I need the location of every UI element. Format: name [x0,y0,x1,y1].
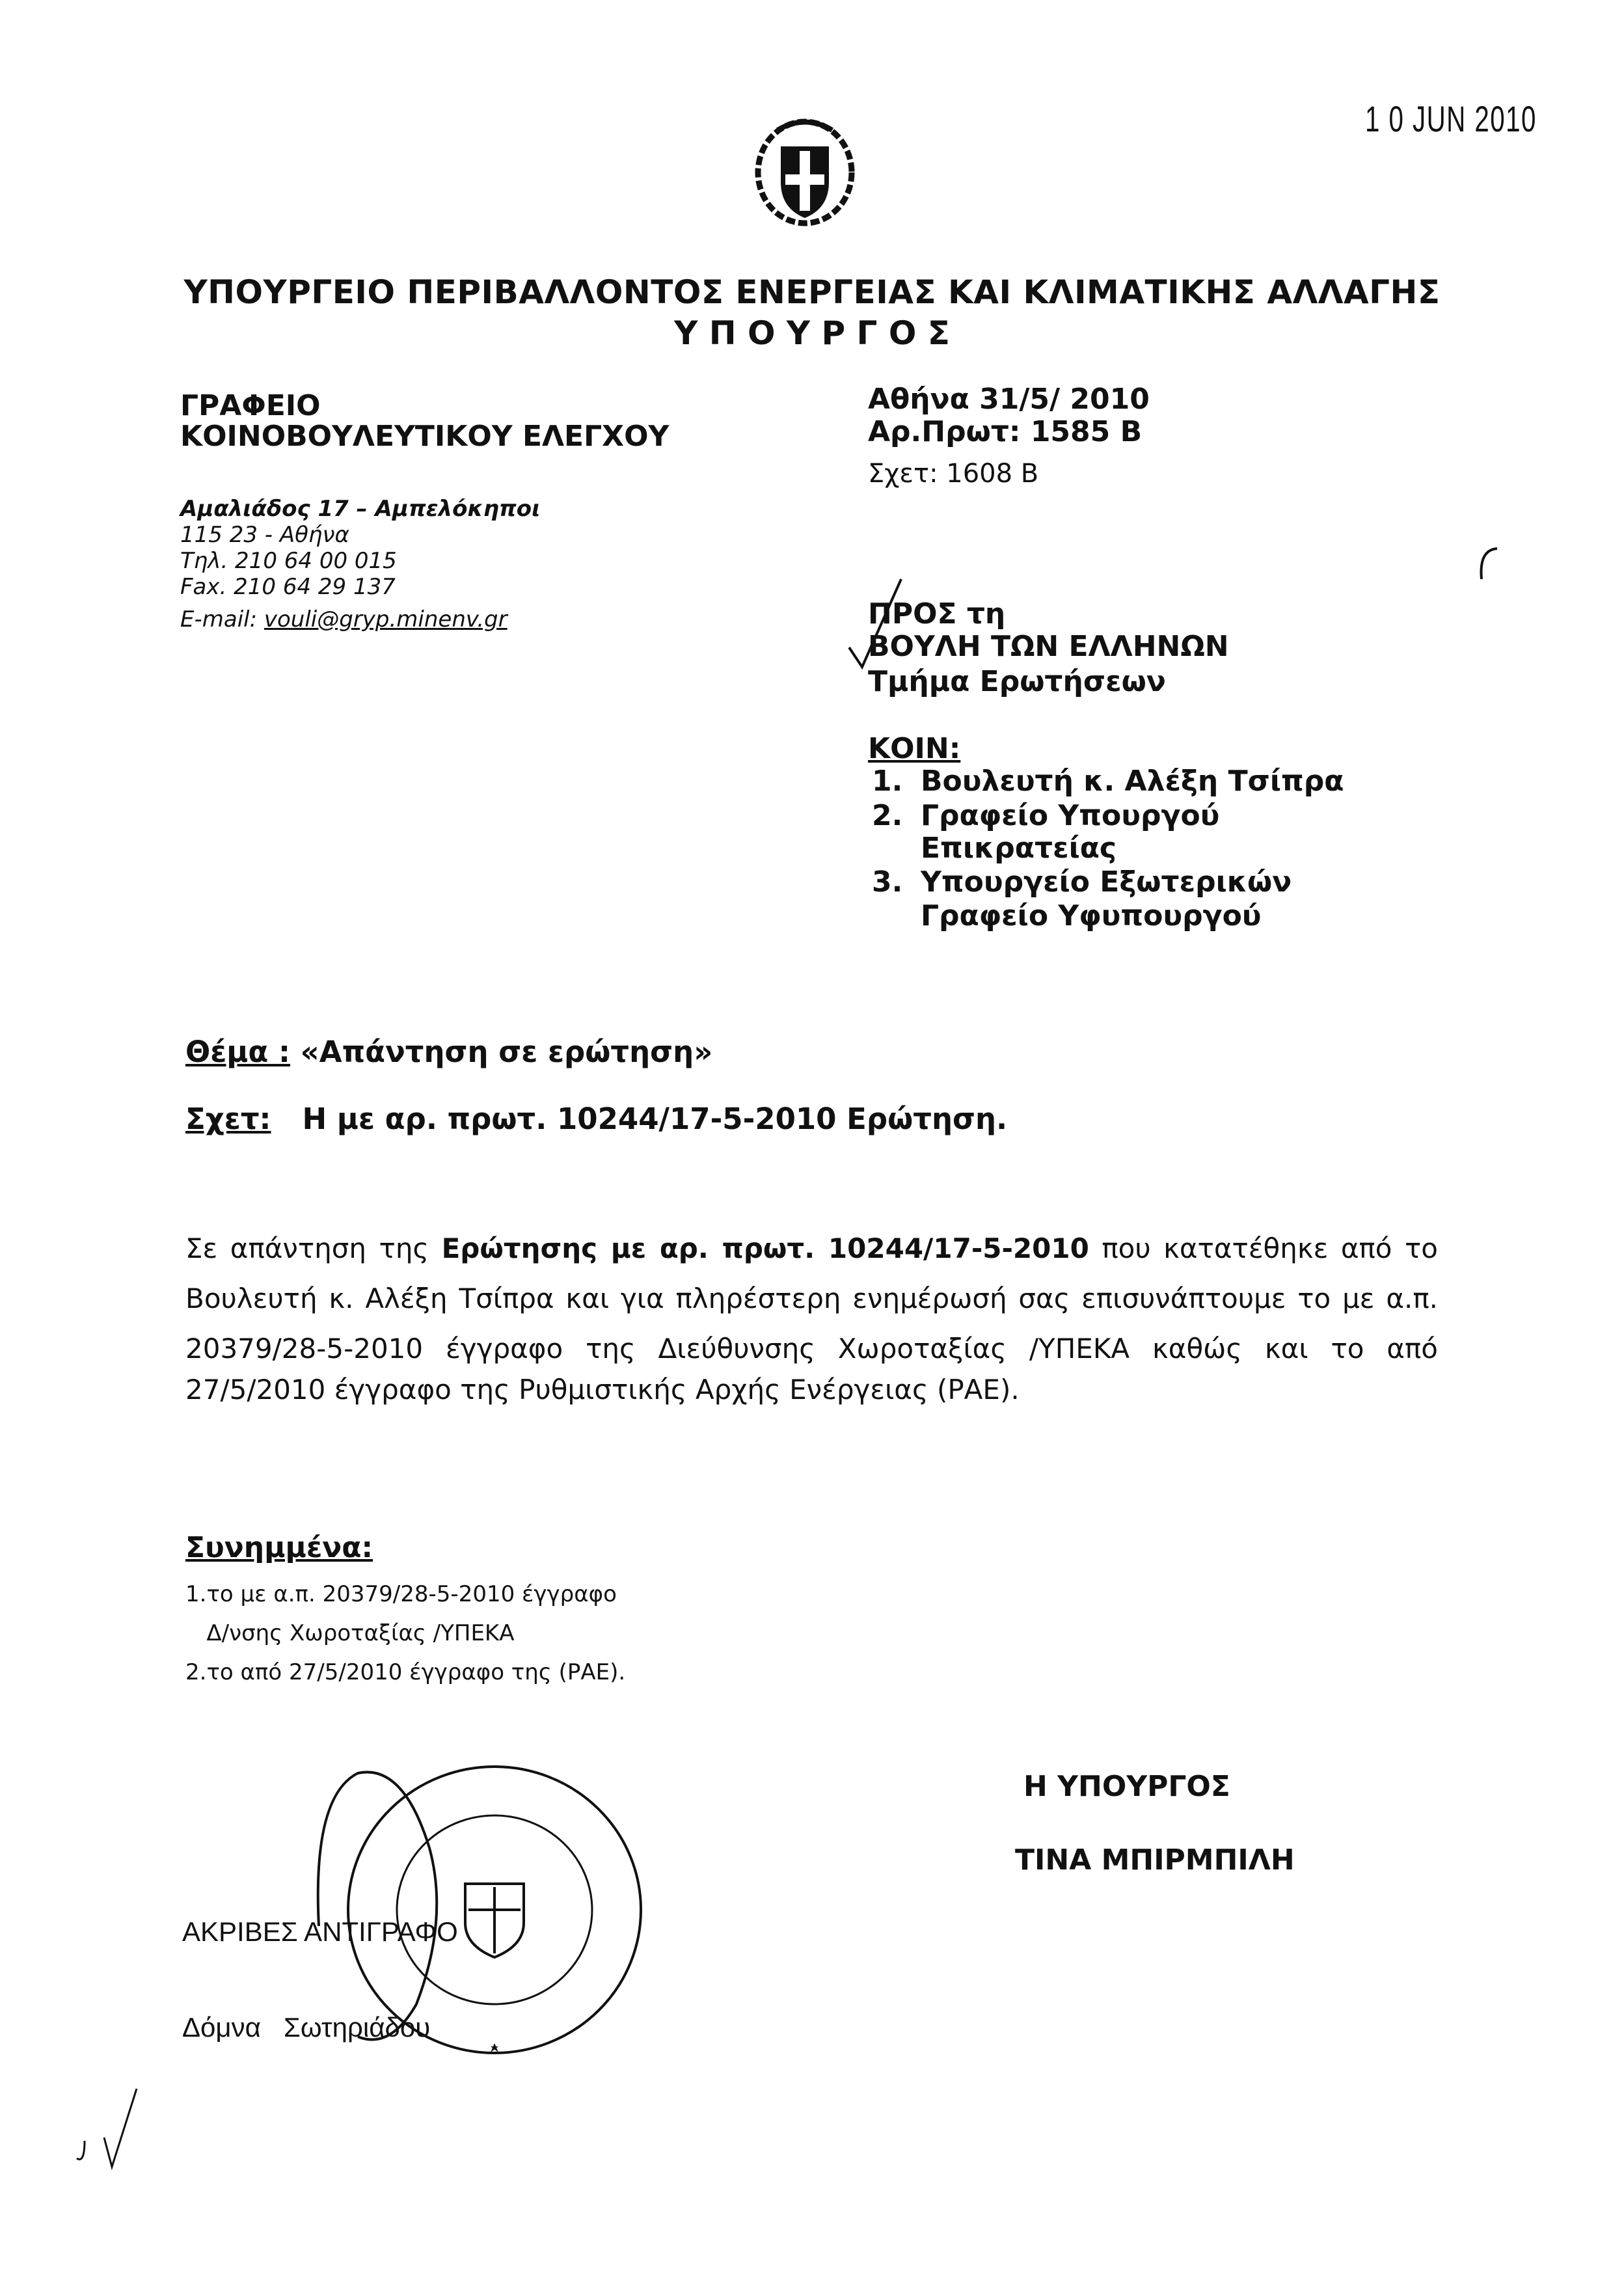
attachment-line-2: Δ/νσης Χωροταξίας /ΥΠΕΚΑ [185,1620,515,1646]
email-label: E-mail: [180,606,264,632]
protocol-number: Αρ.Πρωτ: 1585 Β [868,415,1143,448]
coat-of-arms-emblem [751,111,859,228]
ministry-name: ΥΠΟΥΡΓΕΙΟ ΠΕΡΙΒΑΛΛΟΝΤΟΣ ΕΝΕΡΓΕΙΑΣ ΚΑΙ ΚΛΙΜΑΤΙΚΗΣ ΑΛΛΑΓΗΣ [183,273,1441,311]
subject-label: Θέμα : [185,1035,290,1069]
certification-line-2: Δόμνα Σωτηριάδου [182,2012,431,2043]
cc-item-3-text: Υπουργείο Εξωτερικών [921,865,1292,899]
cc-item-2-text: Γραφείο Υπουργού [921,799,1220,832]
recipient-line-2: ΒΟΥΛΗ ΤΩΝ ΕΛΛΗΝΩΝ [868,630,1229,663]
office-tel: Τηλ. 210 64 00 015 [180,548,397,574]
handwritten-initials [72,2085,150,2177]
related-question-label: Σχετ: [185,1102,271,1136]
subject-line [185,1035,712,1069]
office-fax: Fax. 210 64 29 137 [180,574,396,600]
signature-title: Η ΥΠΟΥΡΓΟΣ [1023,1770,1230,1803]
cc-item-2-number: 2. [872,799,903,832]
attachment-line-1: 1.το με α.π. 20379/28-5-2010 έγγραφο [185,1581,617,1607]
margin-mark-icon [1474,543,1500,582]
attachment-line-3: 2.το από 27/5/2010 έγγραφο της (ΡΑΕ). [185,1659,626,1685]
office-email-row [180,606,508,632]
checkmark-icon [846,576,904,673]
recipient-line-3: Τμήμα Ερωτήσεων [868,665,1166,698]
cc-item-1-number: 1. [872,765,903,798]
body-text-post: που κατατέθηκε από το Βουλευτή κ. Αλέξη Τσίπρα και για πληρέστερη ενημέρωσή σας επισυνάπτουμε το με α.π. 20379/28-5-2010 έγγραφο της Διεύθυνσης Χωροταξίας /ΥΠΕΚΑ καθώς και το από [185,1232,1438,1365]
body-last-line: 27/5/2010 έγγραφο της Ρυθμιστικής Αρχής Ενέργειας (ΡΑΕ). [185,1374,1020,1406]
office-line-2: ΚΟΙΝΟΒΟΥΛΕΥΤΙΚΟΥ ΕΛΕΓΧΟΥ [180,420,670,453]
signature-name: ΤΙΝΑ ΜΠΙΡΜΠΙΛΗ [1015,1843,1295,1877]
recipient-line-1: ΠΡΟΣ τη [868,597,1006,631]
cc-label: ΚΟΙΝ: [868,732,961,765]
office-street: Αμαλιάδος 17 – Αμπελόκηποι [180,496,541,522]
office-postal: 115 23 - Αθήνα [180,522,349,548]
cc-item-2-text-line-2: Επικρατείας [921,832,1117,865]
attachments-label: Συνημμένα: [185,1531,373,1564]
certification-line-1: ΑΚΡΙΒΕΣ ΑΝΤΙΓΡΑΦΟ [182,1916,458,1947]
letter-date: Αθήνα 31/5/ 2010 [868,383,1150,416]
subject-text: «Απάντηση σε ερώτηση» [290,1035,713,1069]
email-link[interactable]: vouli@gryp.minenv.gr [264,606,508,632]
office-line-1: ΓΡΑΦΕΙΟ [180,389,321,422]
body-text-bold: Ερώτησης με αρ. πρωτ. 10244/17-5-2010 [441,1232,1089,1264]
minister-title: Υ Π Ο Υ Ρ Γ Ο Σ [674,314,950,352]
body-text-pre: Σε απάντηση της [185,1232,442,1264]
related-reference: Σχετ: 1608 Β [868,459,1039,489]
cc-item-3-text-line-2: Γραφείο Υφυπουργού [921,899,1262,932]
body-paragraph [185,1223,1438,1374]
cc-item-3-number: 3. [872,865,903,899]
related-question-text: Η με αρ. πρωτ. 10244/17-5-2010 Ερώτηση. [302,1102,1008,1136]
cc-item-1-text: Βουλευτή κ. Αλέξη Τσίπρα [921,765,1344,798]
received-date-stamp: 1 0 JUN 2010 [1365,98,1537,139]
related-question-line [185,1102,1007,1136]
